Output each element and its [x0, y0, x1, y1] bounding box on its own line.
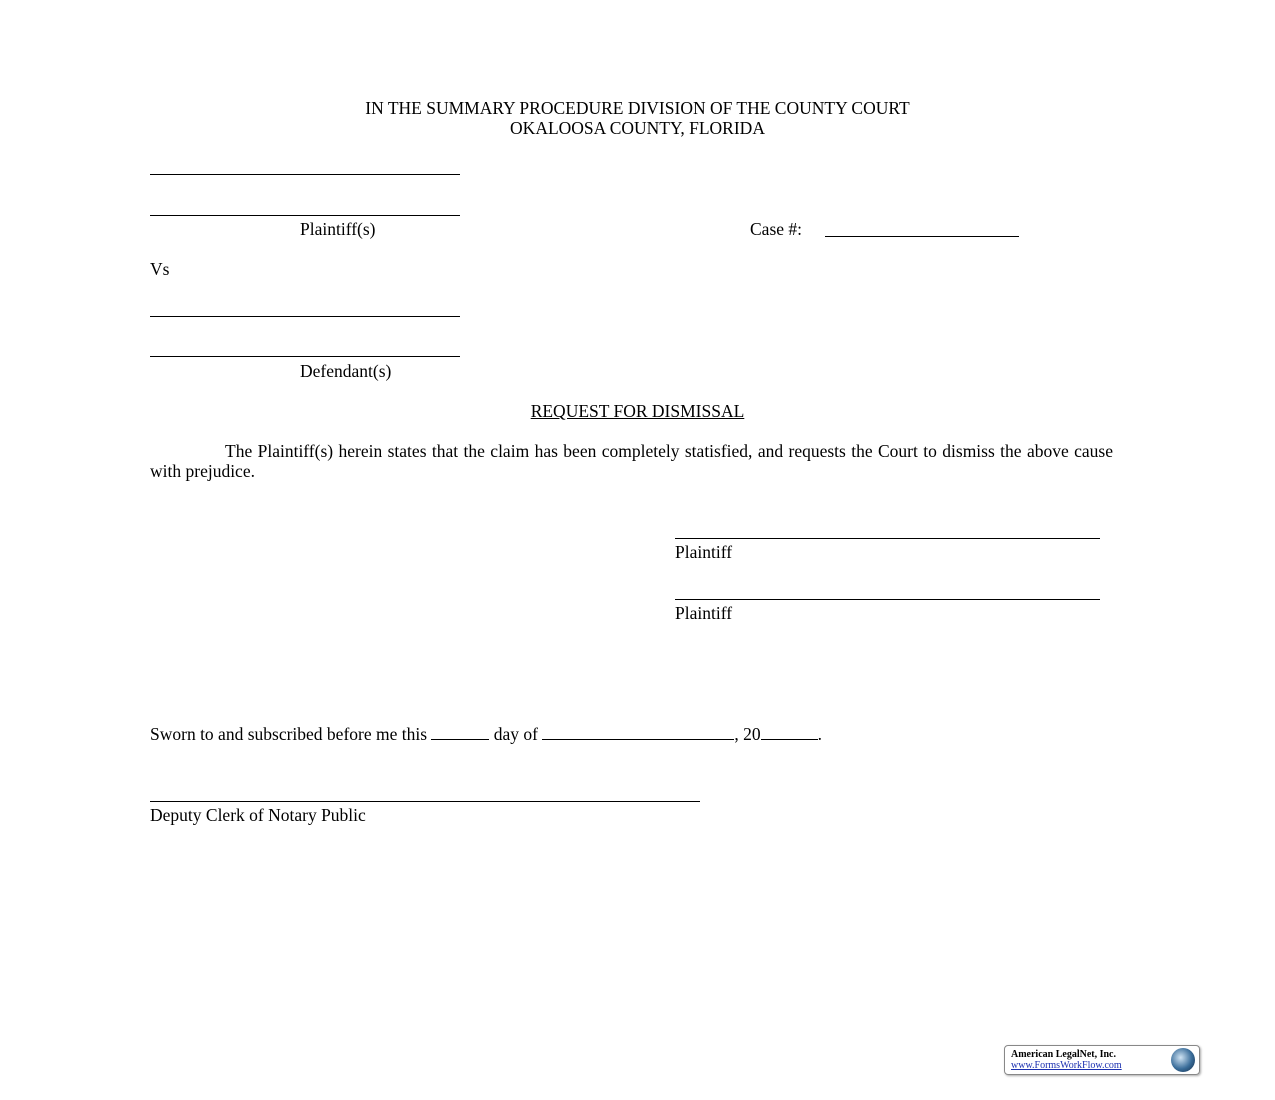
versus-label: Vs: [150, 259, 170, 279]
case-number-line[interactable]: [825, 236, 1019, 237]
sworn-statement: [150, 724, 822, 744]
document-title: REQUEST FOR DISMISSAL: [530, 401, 745, 421]
logo-url-link[interactable]: www.FormsWorkFlow.com: [1011, 1060, 1122, 1071]
court-heading: IN THE SUMMARY PROCEDURE DIVISION OF THE COUNTY COURT: [365, 98, 910, 118]
plaintiff-name-line-2[interactable]: [150, 215, 460, 216]
plaintiff-name-line-1[interactable]: [150, 174, 460, 175]
logo-company: American LegalNet, Inc.: [1011, 1049, 1116, 1060]
plaintiff-label: Plaintiff(s): [300, 219, 376, 239]
year-prefix: , 20: [734, 724, 761, 744]
body-paragraph: The Plaintiff(s) herein states that the claim has been completely statisfied, and requests the Court to dismiss the above cause with prejudice.: [150, 441, 1113, 481]
year-blank[interactable]: [761, 725, 818, 740]
day-blank[interactable]: [431, 725, 489, 740]
plaintiff-signature-label-1: Plaintiff: [675, 542, 733, 562]
sworn-text-1: Sworn to and subscribed before me this: [150, 724, 428, 744]
notary-label: Deputy Clerk of Notary Public: [150, 805, 366, 825]
case-number-label: Case #:: [750, 219, 803, 239]
defendant-label: Defendant(s): [300, 361, 392, 381]
county-heading: OKALOOSA COUNTY, FLORIDA: [510, 118, 765, 138]
defendant-name-line-1[interactable]: [150, 316, 460, 317]
month-blank[interactable]: [542, 725, 734, 740]
plaintiff-signature-line-1[interactable]: [675, 538, 1100, 539]
american-legalnet-logo: [1004, 1045, 1200, 1075]
sworn-text-2: day of: [493, 724, 539, 744]
plaintiff-signature-label-2: Plaintiff: [675, 603, 733, 623]
globe-icon: [1171, 1048, 1195, 1072]
sworn-end: .: [817, 724, 823, 744]
defendant-name-line-2[interactable]: [150, 356, 460, 357]
plaintiff-signature-line-2[interactable]: [675, 599, 1100, 600]
notary-signature-line[interactable]: [150, 801, 700, 802]
